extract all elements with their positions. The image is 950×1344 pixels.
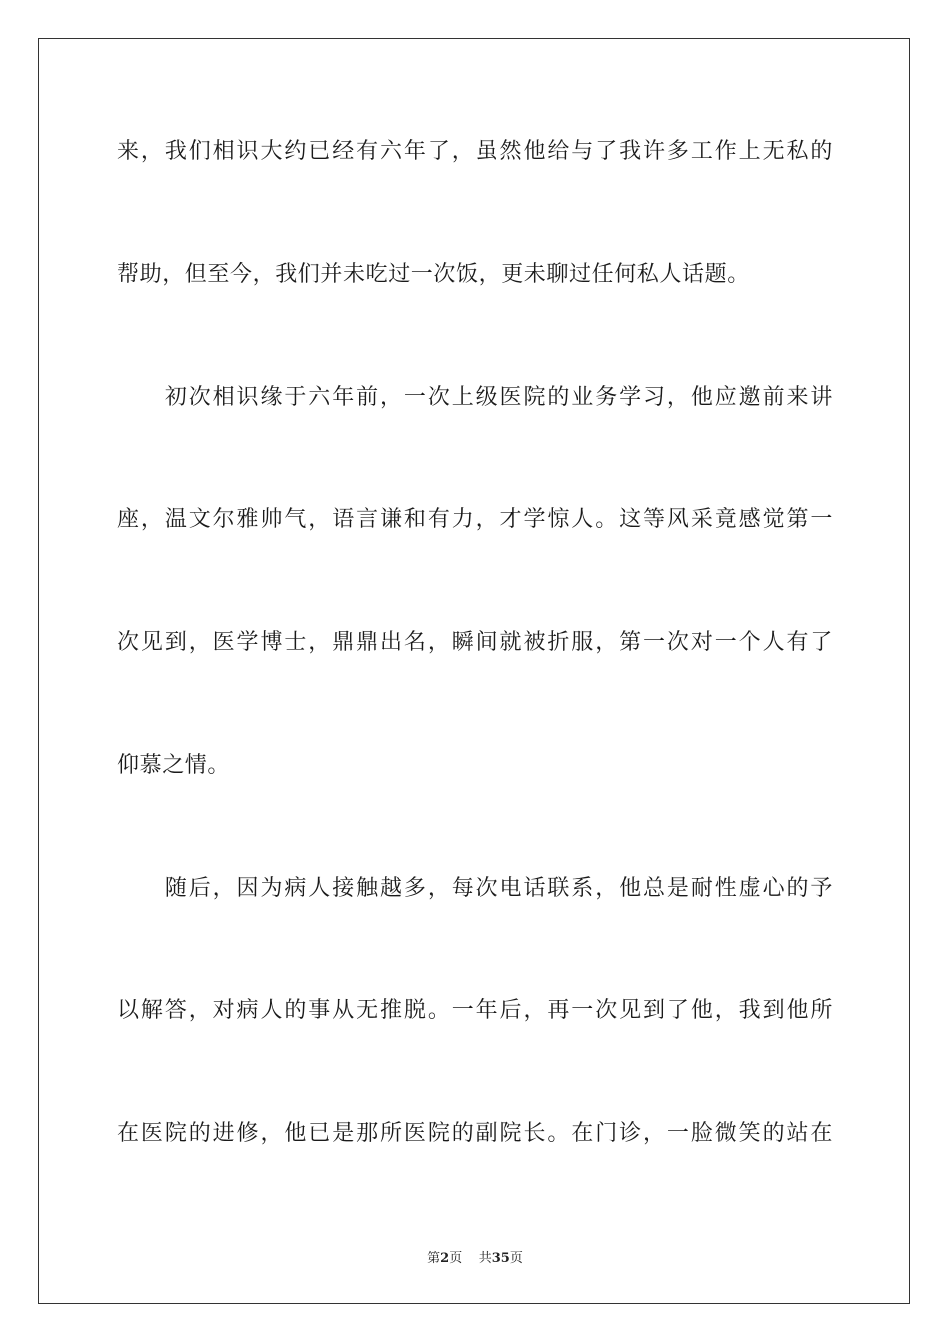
- page-border: [38, 38, 910, 1304]
- footer-current-page: 2: [440, 1251, 450, 1266]
- footer-page-suffix: 页: [449, 1251, 463, 1266]
- text-line-5: 次见到，医学博士，鼎鼎出名，瞬间就被折服，第一次对一个人有了: [117, 630, 833, 655]
- text-line-6: 仰慕之情。: [117, 753, 231, 778]
- text-line-9: 在医院的进修，他已是那所医院的副院长。在门诊，一脸微笑的站在: [117, 1121, 833, 1146]
- text-line-4: 座，温文尔雅帅气，语言谦和有力，才学惊人。这等风采竟感觉第一: [117, 507, 833, 532]
- footer-total-prefix: 共: [478, 1251, 492, 1266]
- footer-total-pages: 35: [491, 1251, 510, 1266]
- text-line-1: 来，我们相识大约已经有六年了，虽然他给与了我许多工作上无私的: [117, 139, 833, 164]
- footer-prefix: 第: [427, 1251, 441, 1266]
- text-line-2: 帮助，但至今，我们并未吃过一次饭，更未聊过任何私人话题。: [117, 262, 750, 287]
- text-line-7: 随后，因为病人接触越多，每次电话联系，他总是耐性虚心的予: [117, 876, 833, 901]
- footer-total-suffix: 页: [509, 1251, 523, 1266]
- page-footer: [0, 1247, 950, 1266]
- text-line-8: 以解答，对病人的事从无推脱。一年后，再一次见到了他，我到他所: [117, 998, 833, 1023]
- text-line-3: 初次相识缘于六年前，一次上级医院的业务学习，他应邀前来讲: [117, 385, 833, 410]
